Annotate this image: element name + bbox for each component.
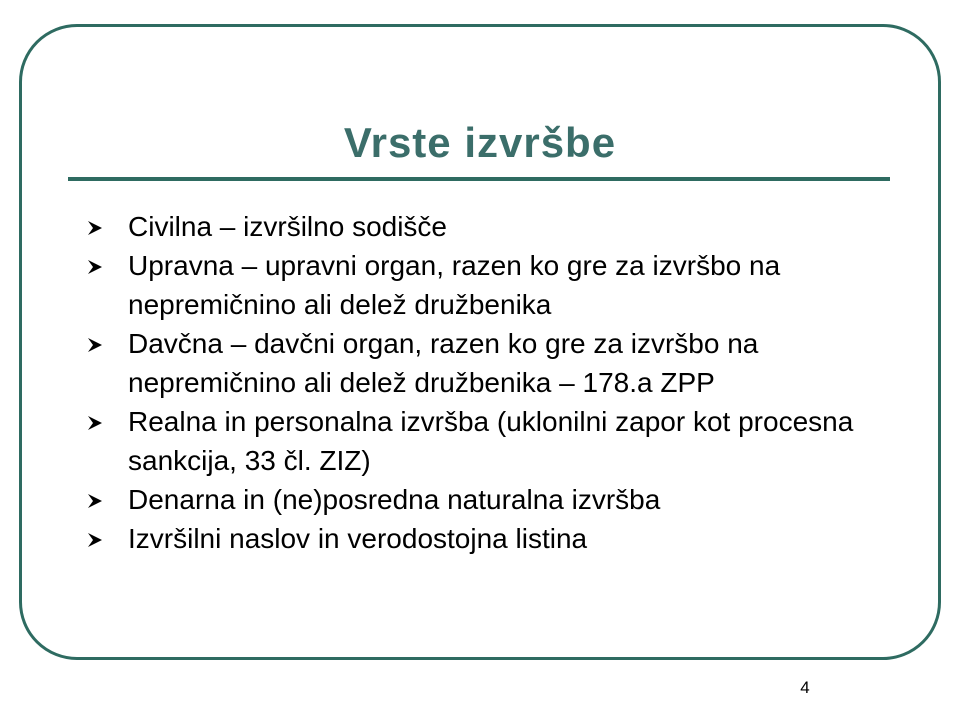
bullet-item [88,207,888,246]
bullet-item [88,324,888,402]
arrow-bullet-icon [88,416,102,430]
bullet-text: Denarna in (ne)posredna naturalna izvršba [128,484,661,515]
arrow-bullet-icon [88,338,102,352]
arrow-bullet-icon [88,260,102,274]
bullet-item [88,402,888,480]
bullet-item [88,480,888,519]
arrow-bullet-icon [88,533,102,547]
bullet-text: Davčna – davčni organ, razen ko gre za izvršbo na nepremičnino ali delež družbenika – 178.a ZPP [128,328,759,398]
bullet-list [88,207,888,558]
bullet-text: Civilna – izvršilno sodišče [128,211,448,242]
slide-title: Vrste izvršbe [343,119,617,166]
bullet-text: Izvršilni naslov in verodostojna listina [128,523,588,554]
page-number: 4 [800,678,810,697]
bullet-text: Realna in personalna izvršba (uklonilni zapor kot procesna sankcija, 33 čl. ZIZ) [128,406,854,476]
arrow-bullet-icon [88,494,102,508]
bullet-item [88,519,888,558]
bullet-item [88,246,888,324]
bullet-text: Upravna – upravni organ, razen ko gre za izvršbo na nepremičnino ali delež družbenika [128,250,781,320]
title-divider [68,177,890,181]
arrow-bullet-icon [88,221,102,235]
